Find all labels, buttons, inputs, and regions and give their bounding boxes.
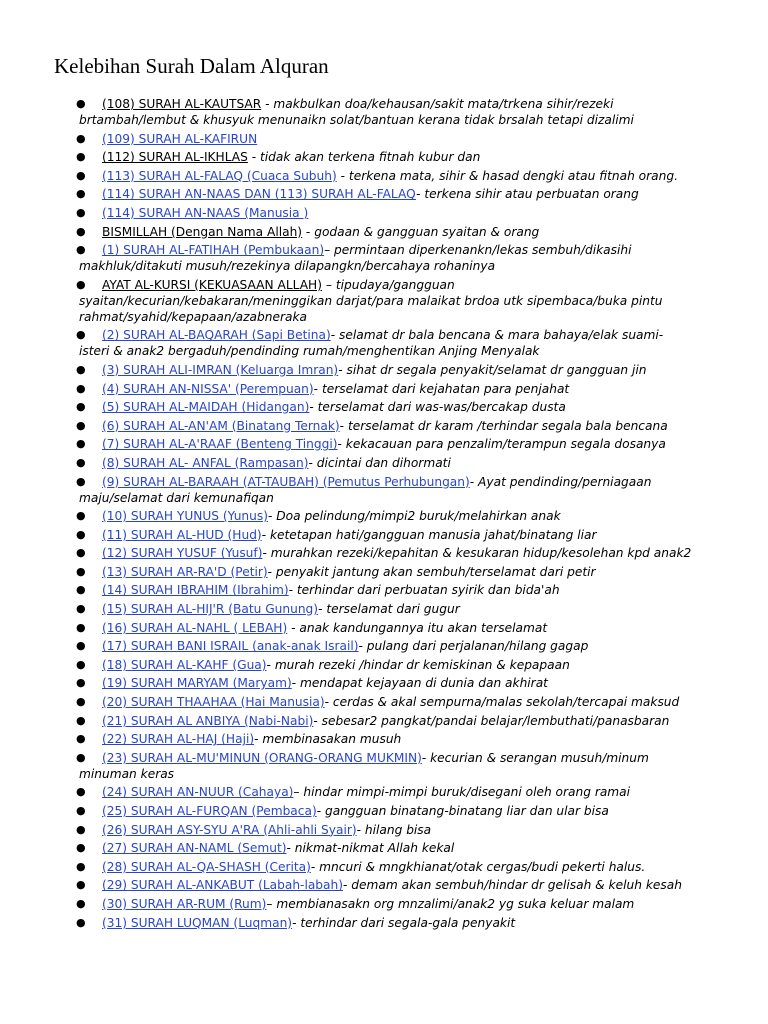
separator: - bbox=[336, 168, 349, 183]
list-item bbox=[0, 418, 768, 434]
list-item bbox=[0, 896, 768, 912]
separator: - bbox=[268, 509, 277, 524]
surah-description: terkena sihir atau perbuatan orang bbox=[424, 187, 639, 202]
surah-link[interactable]: (14) SURAH IBRAHIM (Ibrahim) bbox=[102, 583, 289, 598]
list-item bbox=[0, 186, 768, 202]
list-item bbox=[0, 840, 768, 856]
surah-link[interactable]: (25) SURAH AL-FURQAN (Pembaca) bbox=[102, 804, 317, 818]
separator: - bbox=[316, 804, 325, 818]
list-item-line bbox=[79, 527, 718, 543]
surah-description: permintaan diperkenankn/lekas sembuh/dikasihi bbox=[334, 243, 632, 258]
surah-link[interactable]: (114) SURAH AN-NAAS DAN (113) SURAH AL-FALAQ bbox=[102, 187, 417, 202]
list-item bbox=[0, 803, 768, 819]
list-item-line bbox=[79, 381, 718, 397]
list-item bbox=[0, 713, 768, 729]
surah-link[interactable]: (29) SURAH AL-ANKABUT (Labah-labah) bbox=[102, 878, 343, 893]
bullet-icon: ● bbox=[76, 859, 86, 873]
surah-description-continued: syaitan/kecurian/kebakaran/meninggikan darjat/para malaikat brdoa utk sipembaca/buka pintu rahmat/syahid/kepapaan/azabneraka bbox=[79, 293, 663, 324]
surah-description: tipudaya/gangguan bbox=[335, 277, 455, 292]
surah-description: murah rezeki /hindar dr kemiskinan & kepapaan bbox=[274, 657, 570, 672]
list-item-line bbox=[79, 205, 718, 221]
list-item bbox=[0, 877, 768, 893]
separator: - bbox=[292, 915, 301, 930]
surah-link[interactable]: (6) SURAH AL-AN'AM (Binatang Ternak) bbox=[102, 418, 340, 433]
surah-link[interactable]: (4) SURAH AN-NISSA' (Perempuan) bbox=[102, 381, 314, 396]
surah-description: selamat dr bala bencana & mara bahaya/elak suami- bbox=[339, 328, 664, 343]
separator: - bbox=[288, 583, 297, 598]
list-item-line bbox=[79, 277, 718, 293]
bullet-icon: ● bbox=[76, 841, 86, 855]
list-item bbox=[0, 657, 768, 673]
separator: - bbox=[286, 841, 295, 856]
surah-link[interactable]: (11) SURAH AL-HUD (Hud) bbox=[102, 527, 262, 542]
list-item bbox=[0, 242, 768, 274]
bullet-icon: ● bbox=[76, 455, 86, 469]
list-item-line bbox=[79, 750, 718, 766]
surah-description: murahkan rezeki/kepahitan & kesukaran hidup/kesolehan kpd anak2 bbox=[270, 546, 692, 561]
surah-link[interactable]: (8) SURAH AL- ANFAL (Rampasan) bbox=[102, 455, 309, 470]
surah-description-continued: minuman keras bbox=[79, 766, 175, 781]
bullet-icon: ● bbox=[76, 187, 86, 201]
list-item-line bbox=[79, 242, 718, 258]
separator: - bbox=[330, 328, 339, 343]
list-item-line bbox=[79, 436, 718, 452]
list-item bbox=[0, 436, 768, 452]
bullet-icon: ● bbox=[76, 328, 86, 342]
separator: - bbox=[291, 676, 301, 691]
surah-description: terkena mata, sihir & hasad dengki atau fitnah orang. bbox=[348, 168, 678, 183]
surah-link[interactable]: (12) SURAH YUSUF (Yusuf) bbox=[102, 546, 263, 561]
surah-description: cerdas & akal sempurna/malas sekolah/tercapai maksud bbox=[332, 695, 680, 710]
separator: - bbox=[302, 224, 315, 239]
surah-link[interactable]: (17) SURAH BANI ISRAIL (anak-anak Israil) bbox=[102, 639, 359, 654]
list-item-line bbox=[79, 638, 718, 654]
bullet-icon: ● bbox=[76, 676, 86, 690]
surah-description: tidak akan terkena fitnah kubur dan bbox=[260, 150, 481, 165]
list-item-line bbox=[79, 822, 718, 838]
surah-label: (108) SURAH AL-KAUTSAR bbox=[102, 97, 262, 111]
bullet-icon: ● bbox=[76, 564, 86, 578]
list-item bbox=[0, 784, 768, 800]
surah-description: terhindar dari segala-gala penyakit bbox=[300, 915, 516, 930]
surah-list bbox=[0, 96, 768, 933]
list-item bbox=[0, 381, 768, 397]
bullet-icon: ● bbox=[76, 509, 86, 523]
surah-link[interactable]: (20) SURAH THAAHAA (Hai Manusia) bbox=[102, 695, 325, 710]
list-item-line bbox=[79, 455, 718, 471]
list-item-line bbox=[79, 224, 718, 240]
list-item bbox=[0, 131, 768, 147]
separator: - bbox=[358, 639, 367, 654]
list-item-line bbox=[79, 149, 718, 165]
surah-label: BISMILLAH (Dengan Nama Allah) bbox=[102, 224, 303, 239]
list-item bbox=[0, 582, 768, 598]
separator: – bbox=[321, 277, 336, 292]
separator: - bbox=[356, 822, 365, 837]
bullet-icon: ● bbox=[76, 713, 86, 727]
bullet-icon: ● bbox=[76, 602, 86, 616]
bullet-icon: ● bbox=[76, 168, 86, 182]
separator: - bbox=[287, 620, 300, 635]
separator: - bbox=[308, 455, 317, 470]
list-item bbox=[0, 731, 768, 747]
list-item-line bbox=[79, 327, 718, 343]
bullet-icon: ● bbox=[76, 97, 86, 110]
bullet-icon: ● bbox=[76, 150, 86, 164]
list-item-line bbox=[79, 713, 718, 729]
list-item-line bbox=[79, 168, 718, 184]
surah-description: kecurian & serangan musuh/minum bbox=[430, 750, 649, 765]
surah-description: anak kandungannya itu akan terselamat bbox=[299, 620, 548, 635]
bullet-icon: ● bbox=[76, 546, 86, 560]
list-item bbox=[0, 601, 768, 617]
bullet-icon: ● bbox=[76, 400, 86, 414]
list-item-line bbox=[79, 731, 718, 747]
bullet-icon: ● bbox=[76, 804, 86, 817]
separator: - bbox=[416, 187, 425, 202]
bullet-icon: ● bbox=[76, 474, 86, 488]
list-item-line bbox=[79, 418, 718, 434]
surah-description: demam akan sembuh/hindar dr gelisah & keluh kesah bbox=[351, 878, 682, 893]
separator: - bbox=[337, 437, 346, 452]
surah-description: membinasakan musuh bbox=[262, 732, 402, 747]
separator: - bbox=[262, 546, 271, 561]
list-item bbox=[0, 675, 768, 691]
surah-link[interactable]: (18) SURAH AL-KAHF (Gua) bbox=[102, 657, 267, 672]
surah-link[interactable]: (16) SURAH AL-NAHL ( LEBAH) bbox=[102, 620, 288, 635]
surah-link[interactable]: (15) SURAH AL-HIJ'R (Batu Gunung) bbox=[102, 602, 319, 617]
bullet-icon: ● bbox=[76, 750, 86, 764]
surah-label: (112) SURAH AL-IKHLAS bbox=[102, 150, 248, 165]
list-item bbox=[0, 149, 768, 165]
surah-description: makbulkan doa/kehausan/sakit mata/trkena sihir/rezeki bbox=[273, 97, 614, 111]
surah-description: Doa pelindung/mimpi2 buruk/melahirkan anak bbox=[276, 509, 561, 524]
list-item bbox=[0, 224, 768, 240]
list-item-line bbox=[79, 582, 718, 598]
list-item bbox=[0, 564, 768, 580]
separator: - bbox=[421, 750, 431, 765]
list-item-line bbox=[79, 694, 718, 710]
surah-link[interactable]: (23) SURAH AL-MU'MINUN (ORANG-ORANG MUKMIN) bbox=[102, 750, 422, 765]
list-item-line bbox=[79, 896, 718, 912]
separator: - bbox=[266, 657, 275, 672]
separator: - bbox=[261, 97, 274, 111]
surah-description: terselamat dr karam /terhindar segala bala bencana bbox=[347, 418, 668, 433]
list-item bbox=[0, 694, 768, 710]
surah-description: penyakit jantung akan sembuh/terselamat dari petir bbox=[275, 564, 596, 579]
list-item-line bbox=[79, 545, 718, 561]
list-item-line bbox=[79, 96, 718, 112]
surah-description-continued: maju/selamat dari kemunafiqan bbox=[79, 490, 274, 505]
list-item-line bbox=[79, 564, 718, 580]
surah-link[interactable]: (13) SURAH AR-RA'D (Petir) bbox=[102, 564, 268, 579]
list-item bbox=[0, 327, 768, 359]
list-item bbox=[0, 168, 768, 184]
surah-link[interactable]: (26) SURAH ASY-SYU A'RA (Ahli-ahli Syair) bbox=[102, 822, 357, 837]
separator: - bbox=[261, 527, 270, 542]
bullet-icon: ● bbox=[76, 381, 86, 395]
bullet-icon: ● bbox=[76, 527, 86, 541]
surah-description-continued: brtambah/lembut & khusyuk menunaikn solat/bantuan kerana tidak brsalah tetapi dizalimi bbox=[79, 113, 634, 127]
list-item bbox=[0, 96, 768, 128]
list-item-line bbox=[79, 859, 718, 875]
surah-link[interactable]: (31) SURAH LUQMAN (Luqman) bbox=[102, 915, 293, 930]
bullet-icon: ● bbox=[76, 418, 86, 432]
separator: - bbox=[267, 564, 276, 579]
list-item-line bbox=[79, 474, 718, 490]
surah-link[interactable]: (27) SURAH AN-NAML (Semut) bbox=[102, 841, 287, 856]
surah-link[interactable]: (2) SURAH AL-BAQARAH (Sapi Betina) bbox=[102, 328, 331, 343]
surah-description: mendapat kejayaan di dunia dan akhirat bbox=[300, 676, 548, 691]
surah-label: AYAT AL-KURSI (KEKUASAAN ALLAH) bbox=[102, 277, 322, 292]
list-item-line bbox=[79, 399, 718, 415]
bullet-icon: ● bbox=[76, 878, 86, 892]
surah-link[interactable]: (19) SURAH MARYAM (Maryam) bbox=[102, 676, 292, 691]
bullet-icon: ● bbox=[76, 896, 86, 910]
bullet-icon: ● bbox=[76, 437, 86, 451]
bullet-icon: ● bbox=[76, 224, 86, 238]
list-item bbox=[0, 474, 768, 506]
surah-link[interactable]: (9) SURAH AL-BARAAH (AT-TAUBAH) (Pemutus Perhubungan) bbox=[102, 474, 470, 489]
list-item bbox=[0, 527, 768, 543]
list-item-line bbox=[79, 840, 718, 856]
surah-link[interactable]: (24) SURAH AN-NUUR (Cahaya) bbox=[102, 785, 294, 800]
bullet-icon: ● bbox=[76, 205, 86, 219]
list-item bbox=[0, 277, 768, 325]
bullet-icon: ● bbox=[76, 822, 86, 836]
separator: - bbox=[313, 381, 322, 396]
list-item bbox=[0, 915, 768, 931]
list-item-line bbox=[79, 675, 718, 691]
surah-description: hindar mimpi-mimpi buruk/disegani oleh orang ramai bbox=[303, 785, 631, 800]
surah-link[interactable]: (3) SURAH ALI-IMRAN (Keluarga Imran) bbox=[102, 362, 339, 377]
bullet-icon: ● bbox=[76, 620, 86, 634]
bullet-icon: ● bbox=[76, 639, 86, 653]
surah-description: ketetapan hati/gangguan manusia jahat/binatang liar bbox=[269, 527, 597, 542]
bullet-icon: ● bbox=[76, 695, 86, 709]
surah-description: terselamat dari gugur bbox=[326, 602, 460, 617]
surah-description-continued: makhluk/ditakuti musuh/rezekinya dilapangkn/bercahaya rohaninya bbox=[79, 259, 496, 274]
list-item bbox=[0, 822, 768, 838]
surah-link[interactable]: (21) SURAH AL ANBIYA (Nabi-Nabi) bbox=[102, 713, 314, 728]
surah-description: sihat dr segala penyakit/selamat dr gangguan jin bbox=[346, 362, 647, 377]
surah-description: terhindar dari perbuatan syirik dan bida'ah bbox=[296, 583, 560, 598]
list-item bbox=[0, 638, 768, 654]
separator: - bbox=[324, 695, 333, 710]
list-item bbox=[0, 545, 768, 561]
list-item-line bbox=[79, 657, 718, 673]
list-item-line bbox=[79, 784, 718, 800]
bullet-icon: ● bbox=[76, 131, 86, 145]
list-item bbox=[0, 508, 768, 524]
list-item-line bbox=[79, 601, 718, 617]
surah-description: gangguan binatang-binatang liar dan ular bisa bbox=[324, 804, 609, 818]
surah-description: Ayat pendinding/perniagaan bbox=[478, 474, 652, 489]
separator: - bbox=[313, 713, 322, 728]
list-item bbox=[0, 750, 768, 782]
separator: - bbox=[318, 602, 327, 617]
surah-description-continued: isteri & anak2 bergaduh/pendinding rumah/menghentikan Anjing Menyalak bbox=[79, 344, 540, 359]
separator: - bbox=[247, 150, 261, 165]
bullet-icon: ● bbox=[76, 915, 86, 929]
surah-description: dicintai dan dihormati bbox=[316, 455, 451, 470]
list-item-line bbox=[79, 915, 718, 931]
list-item-line bbox=[79, 620, 718, 636]
surah-description: godaan & gangguan syaitan & orang bbox=[314, 224, 540, 239]
list-item-line bbox=[79, 362, 718, 378]
separator: – bbox=[293, 785, 304, 800]
bullet-icon: ● bbox=[76, 657, 86, 671]
separator: – bbox=[266, 896, 277, 911]
list-item-line bbox=[79, 508, 718, 524]
list-item bbox=[0, 205, 768, 221]
surah-link[interactable]: (7) SURAH AL-A'RAAF (Benteng Tinggi) bbox=[102, 437, 338, 452]
surah-description: terselamat dari was-was/bercakap dusta bbox=[317, 400, 566, 415]
bullet-icon: ● bbox=[76, 362, 86, 376]
separator: - bbox=[469, 474, 479, 489]
surah-description: mncuri & mngkhianat/otak cergas/budi pekerti halus. bbox=[319, 859, 646, 874]
surah-link[interactable]: (10) SURAH YUNUS (Yunus) bbox=[102, 509, 268, 524]
list-item-line bbox=[79, 186, 718, 202]
list-item bbox=[0, 859, 768, 875]
separator: - bbox=[343, 878, 352, 893]
separator: - bbox=[339, 418, 348, 433]
list-item bbox=[0, 362, 768, 378]
separator: - bbox=[254, 732, 263, 747]
separator: - bbox=[309, 400, 318, 415]
list-item bbox=[0, 455, 768, 471]
bullet-icon: ● bbox=[76, 243, 86, 257]
page-title: Kelebihan Surah Dalam Alquran bbox=[54, 54, 329, 78]
list-item-line bbox=[79, 803, 718, 819]
bullet-icon: ● bbox=[76, 732, 86, 746]
surah-link[interactable]: (5) SURAH AL-MAIDAH (Hidangan) bbox=[102, 400, 310, 415]
surah-link[interactable]: (1) SURAH AL-FATIHAH (Pembukaan) bbox=[102, 243, 325, 258]
surah-link[interactable]: (30) SURAH AR-RUM (Rum) bbox=[102, 896, 267, 911]
surah-description: pulang dari perjalanan/hilang gagap bbox=[366, 639, 589, 654]
surah-link[interactable]: (28) SURAH AL-QA-SHASH (Cerita) bbox=[102, 859, 311, 874]
surah-description: nikmat-nikmat Allah kekal bbox=[294, 841, 455, 856]
bullet-icon: ● bbox=[76, 277, 86, 291]
surah-link[interactable]: (109) SURAH AL-KAFIRUN bbox=[102, 131, 258, 146]
bullet-icon: ● bbox=[76, 785, 86, 799]
bullet-icon: ● bbox=[76, 583, 86, 597]
surah-link[interactable]: (113) SURAH AL-FALAQ (Cuaca Subuh) bbox=[102, 168, 337, 183]
separator: - bbox=[310, 859, 320, 874]
separator: – bbox=[324, 243, 335, 258]
list-item bbox=[0, 620, 768, 636]
list-item-line bbox=[79, 131, 718, 147]
surah-link[interactable]: (114) SURAH AN-NAAS (Manusia ) bbox=[102, 205, 309, 220]
surah-description: membianasakn org mnzalimi/anak2 yg suka keluar malam bbox=[276, 896, 635, 911]
surah-description: sebesar2 pangkat/pandai belajar/lembuthati/panasbaran bbox=[321, 713, 670, 728]
surah-description: terselamat dari kejahatan para penjahat bbox=[321, 381, 570, 396]
list-item-line bbox=[79, 877, 718, 893]
separator: - bbox=[338, 362, 347, 377]
surah-description: hilang bisa bbox=[364, 822, 432, 837]
list-item bbox=[0, 399, 768, 415]
surah-description: kekacauan para penzalim/terampun segala dosanya bbox=[345, 437, 666, 452]
surah-link[interactable]: (22) SURAH AL-HAJ (Haji) bbox=[102, 732, 255, 747]
